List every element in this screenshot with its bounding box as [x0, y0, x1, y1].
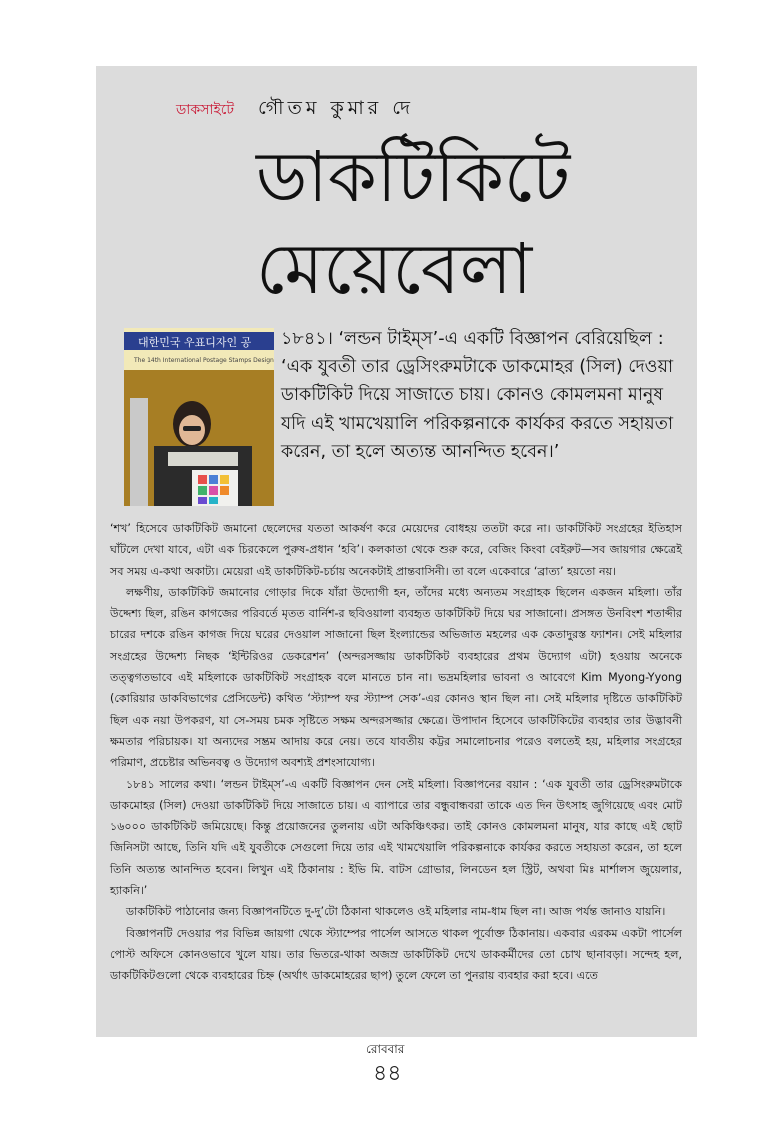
body-paragraph: ডাকটিকিট পাঠানোর জন্য বিজ্ঞাপনটিতে দু-দু’টো ঠিকানা থাকলেও ওই মহিলার নাম-ধাম ছিল না। আজ পর্যন্ত জানাও যায়নি। — [126, 905, 666, 919]
banner-english-text: The 14th International Postage Stamps Design — [134, 357, 274, 364]
page-number: ৪৪ — [373, 1061, 402, 1086]
banner-korean-text: 대한민국 우표디자인 공 — [138, 336, 252, 349]
body-paragraph: ১৮৪১ সালের কথা। ‘লন্ডন টাইম্‌স’-এ একটি বিজ্ঞাপন দেন সেই মহিলা। বিজ্ঞাপনের বয়ান : ‘এক যুবতী তার ড্রেসিংরুমটাকে ডাকমোহর (সিল) দেওয়া ডাকটিকিট দিয়ে সাজাতে চায়। এ ব্যাপারে তার বন্ধুবান্ধবরা তাকে এত দিন উৎসাহ জুগিয়েছে এবং মোট ১৬০০০ ডাকটিকিট জমিয়েছে। কিন্তু প্রয়োজনের তুলনায় এটা অকিঞ্চিৎকর। তাই কোনও কোমলমনা মানুষ, যার কাছে এই ছোট জিনিসটা আছে, তিনি যদি এই যুবতীকে সেগুলো দিয়ে তার এই খামখেয়ালি পরিকল্পনাকে কার্যকর করতে সহায়তা করেন, তা হলে তিনি অত্যন্ত আনন্দিত হবেন। লিখুন এই ঠিকানায় : ইভি মি. বাটস গ্রোভার, লিনডেন হল স্ট্রিট, অথবা মিঃ মার্শালস জুয়েলার, হ্যাকনি।’ — [110, 777, 682, 898]
body-paragraph: বিজ্ঞাপনটি দেওয়ার পর বিভিন্ন জায়গা থেকে স্ট্যাম্পের পার্সেল আসতে থাকল পূর্বোক্ত ঠিকানায়। একবার এরকম একটা পার্সেল পোস্ট অফিসে কোনওভাবে খুলে যায়। তার ভিতরে-থাকা অজস্র ডাকটিকিট দেখে ডাককর্মীদের তো চোখ ছানাবড়া। সন্দেহ হল, ডাকটিকিটগুলো থেকে ব্যবহারের চিহ্ন (অর্থাৎ ডাকমোহরের ছাপ) তুলে ফেলে তা পুনরায় ব্যবহার করা হবে। এতে — [110, 926, 682, 983]
article-page — [96, 66, 697, 1037]
article-photo — [124, 328, 274, 506]
headline-line-2: মেয়েবেলা — [256, 228, 533, 310]
body-paragraph: লক্ষণীয়, ডাকটিকিট জমানোর গোড়ার দিকে যাঁরা উদ্যোগী হন, তাঁদের মধ্যে অন্যতম সংগ্রাহক ছিলেন একজন মহিলা। তাঁর উদ্দেশ্য ছিল, রঙিন কাগজের পরিবর্তে মৃতত বার্নিশ-র ছবিওয়ালা ব্যবহৃত ডাকটিকিট দিয়ে ঘর সাজানো। প্রসঙ্গত উনবিংশ শতাব্দীর চারের দশকে রঙিন কাগজ দিয়ে ঘরের দেওয়াল সাজানো ছিল ইংল্যান্ডের অভিজাত মহলের এক কেতাদুরস্ত ফ্যাশন। সেই মহিলার সংগ্রহের উদ্দেশ্য নিছক ‘ইন্টিরিওর ডেকরেশন’ (অন্দরসজ্জায় ডাকটিকিট ব্যবহারের প্রথম উদ্যোগ এটা) হওয়ায় অনেকে তত্ত্বগতভাবে এই মহিলাকে ডাকটিকিট সংগ্রাহক বলে মানতে চান না। ভদ্রমহিলার ভাবনা ও আবেগে Kim Myong-Yyong (কোরিয়ার ডাকবিভাগের প্রেসিডেন্ট) কথিত ‘স্ট্যাম্প ফর স্ট্যাম্প সেক’-এর কোনও স্থান ছিল না। সেই মহিলার দৃষ্টিতে ডাকটিকিট ছিল এক নয়া উপকরণ, যা সে-সময় চমক সৃষ্টিতে সক্ষম অন্দরসজ্জার ক্ষেত্রে। উপাদান হিসেবে ডাকটিকিটের ব্যবহার তার উদ্ভাবনী ক্ষমতার পরিচায়ক। যা অন্যদের সম্ভ্রম আদায় করে নেয়। তবে যাবতীয় কট্টর সমালোচনার পরেও বলতেই হয়, মহিলার সংগ্রহের পরিমাণ, প্রচেষ্টার অভিনবত্ব ও উদ্যোগ অবশ্যই প্রশংসাযোগ্য। — [110, 585, 682, 770]
article-body — [110, 518, 682, 987]
woman-holding-stamp-sheet-image — [124, 328, 274, 506]
author-name: গৌতম কুমার দে — [258, 97, 414, 119]
intro-paragraph — [281, 325, 691, 466]
section-kicker: ডাকসাইটে — [176, 102, 235, 118]
body-paragraph: ‘শখ’ হিসেবে ডাকটিকিট জমানো ছেলেদের যততা আকর্ষণ করে মেয়েদের বোধহয় ততটা করে না। ডাকটিকিট সংগ্রহের ইতিহাস ঘাঁটলে দেখা যাবে, এটা এক চিরকেলে পুরুষ-প্রধান ‘হবি’। কলকাতা থেকে শুরু করে, বেজিং কিংবা বেইরুট—সব জায়গার ক্ষেত্রেই সব সময় এ-কথা অকাট্য। মেয়েরা এই ডাকটিকিট-চর্চায় অনেকটাই প্রান্তবাসিনী। তা বলে একেবারে ‘ব্রাত্য’ হয়তো নয়। — [110, 522, 682, 578]
intro-text: ১৮৪১। ‘লন্ডন টাইম্‌স’-এ একটি বিজ্ঞাপন বেরিয়েছিল : ‘এক যুবতী তার ড্রেসিংরুমটাকে ডাকমোহর (সিল) দেওয়া ডাকটিকিট দিয়ে সাজাতে চায়। কোনও কোমলমনা মানুষ যদি এই খামখেয়ালি পরিকল্পনাকে কার্যকর করতে সহায়তা করেন, তা হলে অত্যন্ত আনন্দিত হবেন।’ — [281, 329, 674, 462]
headline-line-1: ডাকটিকিটে — [256, 136, 571, 218]
magazine-name: রোববার — [366, 1042, 405, 1056]
